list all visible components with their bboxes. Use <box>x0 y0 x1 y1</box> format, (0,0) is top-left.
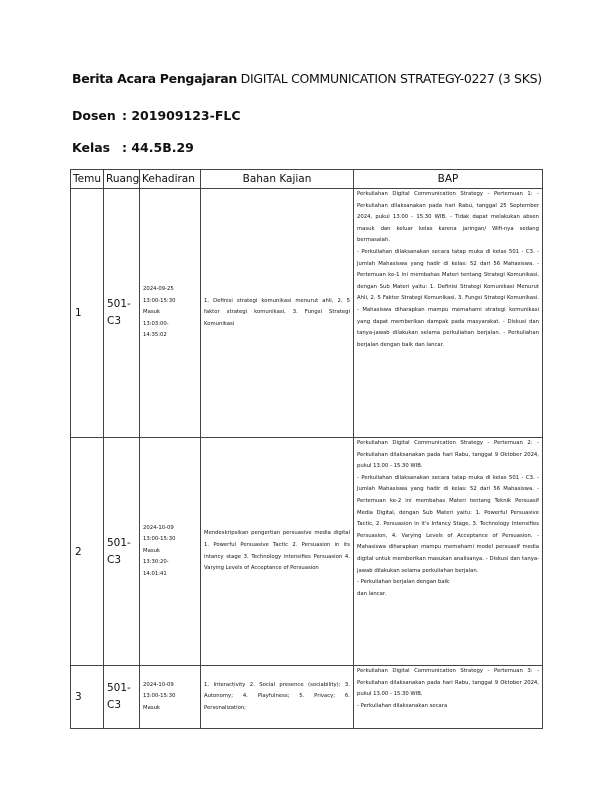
kehadiran-cell <box>140 189 201 438</box>
kehadiran-status: Masuk <box>143 547 161 554</box>
bap-cell <box>354 189 543 438</box>
bahan-kajian-cell: 1. Interactivity 2. Social presence (sociability); 3. Autonomy; 4. Playfulness; 5. Privacy; 6. Personalization; <box>201 666 354 729</box>
ruang-cell <box>104 438 140 666</box>
dosen-value: : 201909123-FLC <box>122 108 241 123</box>
ruang-line: C3 <box>107 699 122 711</box>
ruang-line: 501- <box>107 682 131 694</box>
kehadiran-date: 2024-09-25 <box>143 286 174 293</box>
temu-cell: 2 <box>71 438 104 666</box>
table-row <box>71 189 543 438</box>
kelas-line <box>72 140 194 155</box>
bahan-kajian-cell: 1. Definisi strategi komunikasi menurut ahli, 2. 5 faktor strategi komunikasi, 3. Fungsi Strategi Komunikasi <box>201 189 354 438</box>
kehadiran-time: 13:00-15:30 <box>143 536 176 543</box>
table-row <box>71 438 543 666</box>
ruang-line: 501- <box>107 298 131 310</box>
ruang-line: 501- <box>107 536 131 549</box>
kehadiran-status: Masuk <box>143 309 161 316</box>
document-title <box>72 71 542 86</box>
kehadiran-clock-in: 13:30:20- <box>143 559 169 566</box>
ruang-cell <box>104 189 140 438</box>
kehadiran-clock-out: 14:01:41 <box>143 570 167 577</box>
table-header-row <box>71 170 543 189</box>
bap-paragraph: Perkuliahan Digital Communication Strategy - Pertemuan 1: - Perkuliahan dilaksanakan pada hari Rabu, tanggal 25 September 2024, pukul 13.00 - 15.30 WIB. - Tidak dapat melakukan absen masuk dan keluar kelas karena jaringan/ Wifi-nya sedang bermasalah. <box>357 191 539 244</box>
kehadiran-status: Masuk <box>143 704 161 711</box>
kehadiran-time: 13:00-15:30 <box>143 297 176 304</box>
bap-table <box>70 169 543 729</box>
col-header-bap: BAP <box>354 170 543 189</box>
kelas-label: Kelas <box>72 140 111 155</box>
title-course: DIGITAL COMMUNICATION STRATEGY-0227 (3 SKS) <box>240 71 542 86</box>
bap-paragraph: - Perkuliahan dilaksanakan secara tatap muka di kelas 501 - C3. - Jumlah Mahasiswa yang hadir di kelas: 52 dari 56 Mahasiswa. - Pertemuan ke-1 ini membahas Materi tentang Strategi Komunikasi, dengan Sub Materi yaitu: 1. Definisi Strategi Komunikasi Menurut Ahli, 2. 5 Faktor Strategi Komunikasi, 3. Fungsi Strategi Komunikasi. - Mahasiswa diharapkan mampu memahami strategi komunikasi yang dapat memberikan dampak pada masyarakat. - Diskusi dan tanya-jawab dilakukan selama perkuliahan berjalan. - Perkuliahan berjalan dengan baik dan lancar. <box>357 248 539 348</box>
bap-paragraph: dan lancar. <box>357 590 387 597</box>
title-prefix: Berita Acara Pengajaran <box>72 71 237 86</box>
kehadiran-time: 13:00-15:30 <box>143 693 176 700</box>
kehadiran-clock-in: 13:03:00- <box>143 320 169 327</box>
kehadiran-clock-out: 14:35:02 <box>143 332 167 339</box>
col-header-ruang: Ruang <box>104 170 140 189</box>
kehadiran-date: 2024-10-09 <box>143 524 174 531</box>
kehadiran-cell <box>140 438 201 666</box>
dosen-line <box>72 108 241 123</box>
table-row <box>71 666 543 729</box>
dosen-label: Dosen <box>72 108 116 123</box>
ruang-line: C3 <box>107 553 122 566</box>
temu-cell: 1 <box>71 189 104 438</box>
bahan-kajian-cell: Mendeskripsikan pengertian persuasive media digital 1. Powerful Persuasive Tactic 2. Persuasion in its intancy stage 3. Technology intensifies Persuasion 4. Varying Levels of Acceptance of Persuasion <box>201 438 354 666</box>
kehadiran-cell <box>140 666 201 729</box>
col-header-bahan-kajian: Bahan Kajian <box>201 170 354 189</box>
bap-paragraph: - Perkuliahan berjalan dengan baik <box>357 579 450 586</box>
kelas-value: : 44.5B.29 <box>122 140 194 155</box>
bap-paragraph: - Perkuliahan dilaksanakan secara <box>357 702 448 709</box>
bap-paragraph: - Perkuliahan dilaksanakan secara tatap muka di kelas 501 - C3. - Jumlah Mahasiswa yang hadir di kelas: 52 dari 56 Mahasiswa. - Pertemuan ke-2 ini membahas Materi tentang Teknik Persuasif Media Digital, dengan Sub Materi yaitu: 1. Powerful Persuasive Tactic, 2. Persuasion in it's Infancy Stage, 3. Technology Intensifies Persuasion, 4. Varying Levels of Acceptance of Persuasion. - Mahasiswa diharapkan mampu memahami model persuasif media digital untuk memberikan masukan analisanya. - Diskusi dan tanya-jawab dilakukan selama perkuliahan berjalan. <box>357 474 539 574</box>
temu-cell: 3 <box>71 666 104 729</box>
ruang-cell <box>104 666 140 729</box>
bap-paragraph: Perkuliahan Digital Communication Strategy - Pertemuan 2: - Perkuliahan dilaksanakan pada hari Rabu, tanggal 9 Oktober 2024, pukul 13.00 - 15.30 WIB. <box>357 440 539 470</box>
col-header-kehadiran: Kehadiran <box>140 170 201 189</box>
bap-cell <box>354 438 543 666</box>
bap-paragraph: Perkuliahan Digital Communication Strategy - Pertemuan 3: - Perkuliahan dilaksanakan pada hari Rabu, tanggal 9 Oktober 2024, pukul 13.00 - 15.30 WIB. <box>357 668 539 698</box>
ruang-line: C3 <box>107 315 122 327</box>
kehadiran-date: 2024-10-09 <box>143 681 174 688</box>
col-header-temu: Temu <box>71 170 104 189</box>
bap-cell <box>354 666 543 729</box>
